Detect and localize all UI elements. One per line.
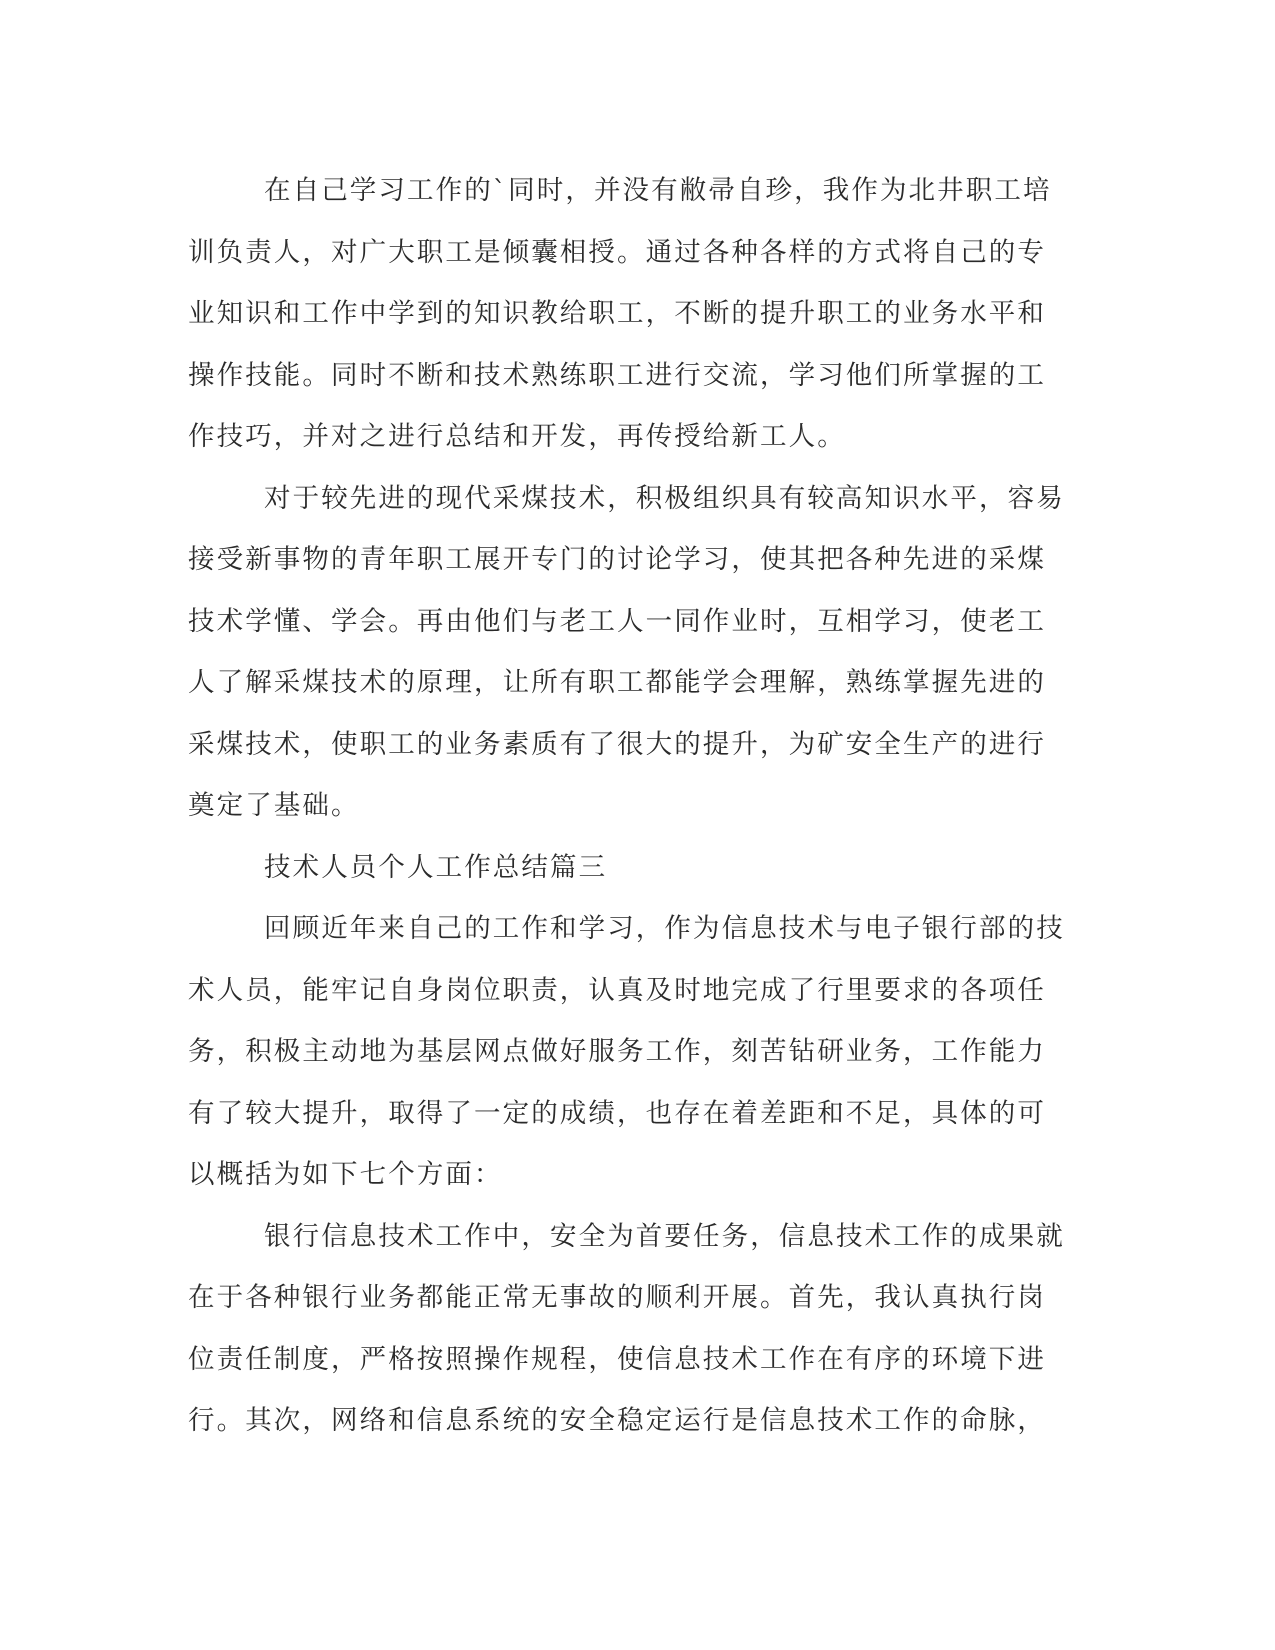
paragraph-1-line-4: 操作技能。同时不断和技术熟练职工进行交流，学习他们所掌握的工 [188,359,1046,391]
paragraph-3-line-2: 术人员，能牢记自身岗位职责，认真及时地完成了行里要求的各项任 [188,974,1046,1006]
paragraph-4-line-3: 位责任制度，严格按照操作规程，使信息技术工作在有序的环境下进 [188,1343,1046,1375]
paragraph-1-line-3: 业知识和工作中学到的知识教给职工，不断的提升职工的业务水平和 [188,298,1046,329]
paragraph-1-line-2: 训负责人，对广大职工是倾囊相授。通过各种各样的方式将自己的专 [188,236,1046,268]
paragraph-3-line-3: 务，积极主动地为基层网点做好服务工作，刻苦钻研业务，工作能力 [188,1036,1046,1067]
paragraph-3-line-1: 回顾近年来自己的工作和学习，作为信息技术与电子银行部的技 [264,913,1065,944]
paragraph-4-line-4: 行。其次，网络和信息系统的安全稳定运行是信息技术工作的命脉， [188,1405,1046,1436]
paragraph-2-line-6: 奠定了基础。 [188,790,360,821]
paragraph-3-line-4: 有了较大提升，取得了一定的成绩，也存在着差距和不足，具体的可 [188,1097,1046,1129]
paragraph-4-line-1: 银行信息技术工作中，安全为首要任务，信息技术工作的成果就 [264,1220,1065,1252]
document-body [188,160,1068,1452]
paragraph-3-line-5: 以概括为如下七个方面： [188,1159,503,1190]
paragraph-2-line-3: 技术学懂、学会。再由他们与老工人一同作业时，互相学习，使老工 [188,605,1046,637]
paragraph-2-line-1: 对于较先进的现代采煤技术，积极组织具有较高知识水平，容易 [264,482,1065,514]
paragraph-1-line-1: 在自己学习工作的`同时，并没有敝帚自珍，我作为北井职工培 [264,175,1052,206]
section-heading: 技术人员个人工作总结篇三 [264,851,608,883]
paragraph-2-line-2: 接受新事物的青年职工展开专门的讨论学习，使其把各种先进的采煤 [188,544,1046,575]
paragraph-1-line-5: 作技巧，并对之进行总结和开发，再传授给新工人。 [188,421,846,452]
paragraph-2-line-4: 人了解采煤技术的原理，让所有职工都能学会理解，熟练掌握先进的 [188,667,1046,698]
paragraph-4-line-2: 在于各种银行业务都能正常无事故的顺利开展。首先，我认真执行岗 [188,1282,1046,1313]
paragraph-2-line-5: 采煤技术，使职工的业务素质有了很大的提升，为矿安全生产的进行 [188,728,1046,760]
